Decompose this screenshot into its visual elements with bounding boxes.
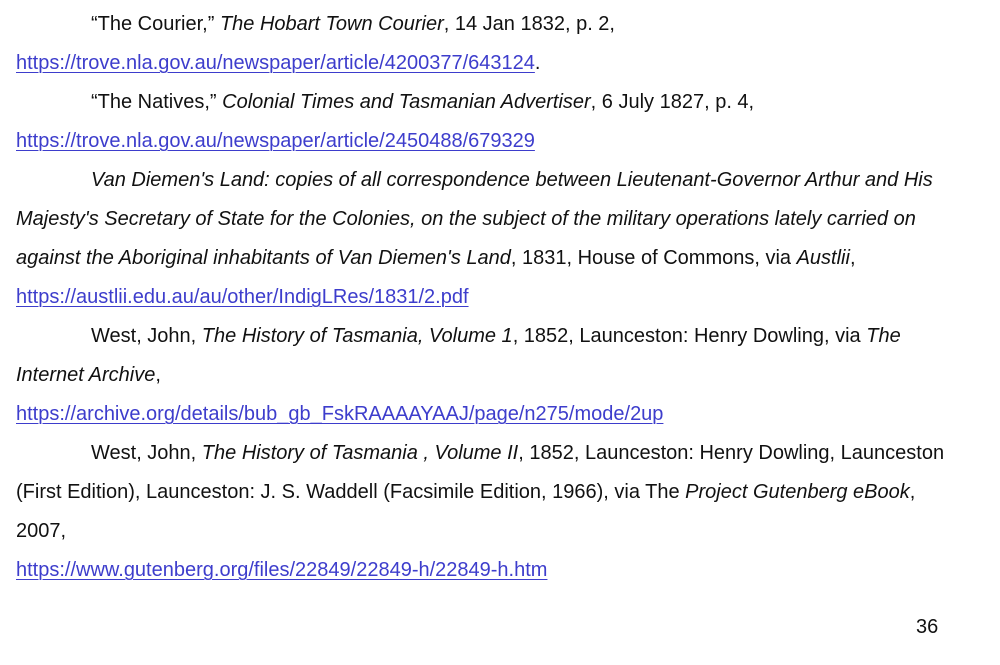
bibliography-entry-west-vol2 (16, 434, 956, 590)
entry-source: Project Gutenberg eBook (685, 481, 910, 503)
entry-source: Austlii (796, 247, 850, 269)
internet-archive-link[interactable]: https://archive.org/details/bub_gb_FskRAAAAYAAJ/page/n275/mode/2up (16, 403, 664, 425)
entry-text: , 1852, Launceston: Henry Dowling, Launceston (First Edition), Launceston: J. S. Waddell (Facsimile Edition, 1966), via The (16, 442, 945, 503)
gutenberg-link[interactable]: https://www.gutenberg.org/files/22849/22849-h/22849-h.htm (16, 559, 548, 581)
entry-title: The History of Tasmania, Volume 1 (201, 325, 513, 347)
entry-text: , (849, 247, 856, 269)
bibliography-entry-courier (16, 5, 956, 83)
entry-text: , 6 July 1827, p. 4, (590, 91, 755, 113)
entry-text: , 2007, (16, 481, 916, 542)
entry-title: The Hobart Town Courier (219, 13, 444, 35)
entry-text: , 1852, Launceston: Henry Dowling, via (512, 325, 867, 347)
entry-text: , 14 Jan 1832, p. 2, (443, 13, 615, 35)
entry-text: , 1831, House of Commons, via (510, 247, 797, 269)
entry-text: West, John, (91, 442, 202, 464)
entry-text: “The Courier,” (91, 13, 220, 35)
bibliography-entry-west-vol1 (16, 317, 956, 434)
bibliography-entry-van-diemens-land (16, 161, 956, 317)
austlii-link[interactable]: https://austlii.edu.au/au/other/IndigLRes/1831/2.pdf (16, 286, 469, 308)
entry-text: West, John, (91, 325, 202, 347)
trove-natives-link[interactable]: https://trove.nla.gov.au/newspaper/article/2450488/679329 (16, 130, 535, 152)
bibliography-page (16, 5, 956, 590)
entry-source: The Internet Archive (16, 325, 901, 386)
entry-text: “The Natives,” (91, 91, 223, 113)
entry-title: The History of Tasmania , Volume II (201, 442, 519, 464)
entry-title: Van Diemen's Land: copies of all correspondence between Lieutenant-Governor Arthur and His Majesty's Secretary of State for the Colonies, on the subject of the military operations lately carried on against the Aboriginal inhabitants of Van Diemen's Land (16, 169, 933, 269)
bibliography-entry-natives (16, 83, 956, 161)
entry-text: , (155, 364, 161, 386)
page-number: 36 (916, 616, 939, 638)
entry-text: . (534, 52, 541, 74)
entry-title: Colonial Times and Tasmanian Advertiser (222, 91, 591, 113)
trove-courier-link[interactable]: https://trove.nla.gov.au/newspaper/article/4200377/643124 (16, 52, 535, 74)
